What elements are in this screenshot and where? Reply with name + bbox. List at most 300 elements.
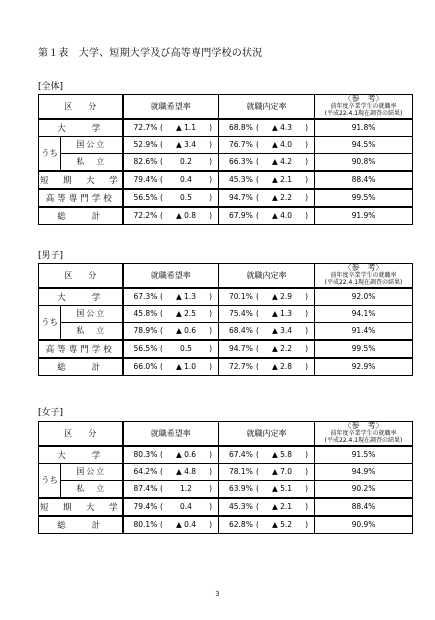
secured-rate: 45.3% xyxy=(229,175,253,184)
secured-value-pair xyxy=(219,157,314,166)
table-header-row xyxy=(39,422,413,446)
secured-rate: 94.7% xyxy=(229,344,253,353)
secured-rate: 62.8% xyxy=(229,520,253,529)
univ-desired-cell xyxy=(123,119,219,137)
total-secured-cell xyxy=(219,207,315,225)
private-desired-cell xyxy=(123,153,219,171)
desired-rate: 56.5% xyxy=(133,193,158,202)
table-header-row xyxy=(39,95,413,119)
desired-value-pair xyxy=(124,467,219,476)
desired-diff-value: ▲ 0.4 xyxy=(175,520,197,529)
desired-diff-value: ▲ 2.5 xyxy=(175,309,197,318)
secured-rate: 67.9% xyxy=(229,211,253,220)
desired-rate: 67.3% xyxy=(133,292,158,301)
secured-rate: 76.7% xyxy=(229,140,253,149)
category-label: 短 期 大 学 xyxy=(39,498,123,516)
paren-open: ( xyxy=(160,502,163,511)
paren-close: ) xyxy=(209,502,212,511)
category-label: 高等専門学校 xyxy=(39,189,123,207)
private-secured-cell xyxy=(219,322,315,340)
tech-secured-cell xyxy=(219,340,315,358)
tech-desired-cell xyxy=(123,189,219,207)
header-reference xyxy=(315,422,413,446)
desired-rate: 87.4% xyxy=(133,484,158,493)
reference-rate: 91.5% xyxy=(315,446,413,464)
desired-rate: 45.8% xyxy=(133,309,158,318)
paren-open: ( xyxy=(256,326,259,335)
secured-diff-value: ▲ 2.1 xyxy=(271,175,293,184)
secured-diff-value: ▲ 2.2 xyxy=(271,193,293,202)
reference-rate: 99.5% xyxy=(315,189,413,207)
paren-close: ) xyxy=(305,211,308,220)
univ-desired-cell xyxy=(123,288,219,306)
table-row-private xyxy=(39,480,413,498)
paren-close: ) xyxy=(305,292,308,301)
secured-diff-value: ▲ 7.0 xyxy=(271,467,293,476)
paren-open: ( xyxy=(256,484,259,493)
secured-rate: 72.7% xyxy=(229,362,253,371)
page-number: 3 xyxy=(215,590,220,598)
header-secured-rate: 就職内定率 xyxy=(219,95,315,119)
secured-diff xyxy=(256,309,308,318)
total-desired-cell xyxy=(123,207,219,225)
desired-diff xyxy=(160,211,212,220)
secured-value-pair xyxy=(219,309,314,318)
uchi-label: うち xyxy=(39,136,61,171)
secured-diff xyxy=(256,450,308,459)
desired-diff-value: ▲ 0.8 xyxy=(175,211,197,220)
paren-open: ( xyxy=(160,484,163,493)
secured-value-pair xyxy=(219,123,314,132)
desired-diff xyxy=(160,467,212,476)
private-desired-cell xyxy=(123,480,219,498)
table-row-tech xyxy=(39,340,413,358)
secured-diff xyxy=(256,140,308,149)
paren-open: ( xyxy=(160,309,163,318)
paren-open: ( xyxy=(160,467,163,476)
reference-rate: 99.5% xyxy=(315,340,413,358)
category-label: 私 立 xyxy=(61,153,123,171)
reference-title: 〈参 考〉 xyxy=(343,94,384,103)
paren-close: ) xyxy=(305,326,308,335)
table-row-univ xyxy=(39,119,413,137)
table-row-univ xyxy=(39,288,413,306)
paren-open: ( xyxy=(160,123,163,132)
desired-rate: 52.9% xyxy=(133,140,158,149)
desired-diff xyxy=(160,326,212,335)
secured-diff-value: ▲ 5.2 xyxy=(271,520,293,529)
secured-diff xyxy=(256,211,308,220)
table-row-junior xyxy=(39,498,413,516)
desired-diff xyxy=(160,193,212,202)
total-desired-cell xyxy=(123,516,219,534)
table-row-tech xyxy=(39,189,413,207)
desired-value-pair xyxy=(124,292,219,301)
paren-close: ) xyxy=(209,520,212,529)
paren-close: ) xyxy=(209,140,212,149)
secured-rate: 78.1% xyxy=(229,467,253,476)
secured-diff-value: ▲ 1.3 xyxy=(271,309,293,318)
reference-note: (平成22.4.1現在調査の結果) xyxy=(324,437,403,444)
paren-open: ( xyxy=(160,211,163,220)
paren-open: ( xyxy=(256,157,259,166)
secured-value-pair xyxy=(219,292,314,301)
secured-diff-value: ▲ 2.2 xyxy=(271,344,293,353)
header-desired-rate: 就職希望率 xyxy=(123,422,219,446)
header-category: 区 分 xyxy=(39,422,123,446)
paren-close: ) xyxy=(209,467,212,476)
desired-value-pair xyxy=(124,326,219,335)
desired-diff-value: ▲ 4.8 xyxy=(175,467,197,476)
reference-rate: 92.0% xyxy=(315,288,413,306)
desired-diff xyxy=(160,502,212,511)
table-row-total xyxy=(39,358,413,376)
desired-diff-value: 0.5 xyxy=(180,344,192,353)
univ-secured-cell xyxy=(219,288,315,306)
desired-rate: 78.9% xyxy=(133,326,158,335)
paren-open: ( xyxy=(256,502,259,511)
reference-rate: 94.1% xyxy=(315,305,413,322)
desired-rate: 72.7% xyxy=(133,123,158,132)
national-secured-cell xyxy=(219,463,315,480)
document-title: 第１表 大学、短期大学及び高等専門学校の状況 xyxy=(38,48,263,59)
secured-diff-value: ▲ 2.1 xyxy=(271,502,293,511)
header-category: 区 分 xyxy=(39,95,123,119)
status-table xyxy=(38,421,413,534)
desired-rate: 79.4% xyxy=(133,502,158,511)
header-reference xyxy=(315,95,413,119)
section-label: [女子] xyxy=(38,408,64,418)
category-label: 国公立 xyxy=(61,136,123,153)
paren-close: ) xyxy=(209,344,212,353)
national-secured-cell xyxy=(219,305,315,322)
uchi-label: うち xyxy=(39,463,61,498)
category-label: 大 学 xyxy=(39,119,123,137)
desired-value-pair xyxy=(124,484,219,493)
secured-diff xyxy=(256,292,308,301)
category-label: 短 期 大 学 xyxy=(39,171,123,189)
junior-desired-cell xyxy=(123,171,219,189)
header-secured-rate: 就職内定率 xyxy=(219,422,315,446)
paren-open: ( xyxy=(160,450,163,459)
desired-rate: 66.0% xyxy=(133,362,158,371)
secured-diff xyxy=(256,484,308,493)
desired-value-pair xyxy=(124,193,219,202)
secured-rate: 94.7% xyxy=(229,193,253,202)
secured-rate: 66.3% xyxy=(229,157,253,166)
desired-diff xyxy=(160,140,212,149)
uchi-label: うち xyxy=(39,305,61,340)
desired-value-pair xyxy=(124,211,219,220)
secured-value-pair xyxy=(219,175,314,184)
desired-rate: 56.5% xyxy=(133,344,158,353)
category-label: 総 計 xyxy=(39,358,123,376)
desired-diff xyxy=(160,309,212,318)
paren-open: ( xyxy=(160,520,163,529)
paren-close: ) xyxy=(305,362,308,371)
paren-open: ( xyxy=(256,450,259,459)
paren-open: ( xyxy=(160,157,163,166)
national-desired-cell xyxy=(123,136,219,153)
desired-diff xyxy=(160,292,212,301)
table-row-total xyxy=(39,207,413,225)
paren-close: ) xyxy=(209,157,212,166)
national-desired-cell xyxy=(123,463,219,480)
secured-rate: 70.1% xyxy=(229,292,253,301)
desired-diff-value: 0.4 xyxy=(180,502,192,511)
secured-value-pair xyxy=(219,193,314,202)
category-label: 大 学 xyxy=(39,446,123,464)
paren-close: ) xyxy=(209,175,212,184)
desired-rate: 79.4% xyxy=(133,175,158,184)
paren-open: ( xyxy=(256,175,259,184)
secured-diff-value: ▲ 5.8 xyxy=(271,450,293,459)
reference-title: 〈参 考〉 xyxy=(343,421,384,430)
paren-open: ( xyxy=(256,211,259,220)
desired-diff xyxy=(160,157,212,166)
desired-value-pair xyxy=(124,450,219,459)
category-label: 私 立 xyxy=(61,480,123,498)
paren-close: ) xyxy=(305,520,308,529)
desired-rate: 80.1% xyxy=(133,520,158,529)
tech-secured-cell xyxy=(219,189,315,207)
header-category: 区 分 xyxy=(39,264,123,288)
table-row-national xyxy=(39,463,413,480)
paren-close: ) xyxy=(305,140,308,149)
paren-close: ) xyxy=(305,193,308,202)
paren-open: ( xyxy=(160,175,163,184)
secured-value-pair xyxy=(219,450,314,459)
junior-secured-cell xyxy=(219,498,315,516)
secured-diff xyxy=(256,502,308,511)
private-secured-cell xyxy=(219,480,315,498)
junior-desired-cell xyxy=(123,498,219,516)
secured-diff-value: ▲ 2.8 xyxy=(271,362,293,371)
table-header-row xyxy=(39,264,413,288)
reference-rate: 90.9% xyxy=(315,516,413,534)
paren-close: ) xyxy=(305,123,308,132)
desired-diff xyxy=(160,362,212,371)
category-label: 大 学 xyxy=(39,288,123,306)
header-desired-rate: 就職希望率 xyxy=(123,264,219,288)
secured-diff xyxy=(256,362,308,371)
category-label: 総 計 xyxy=(39,516,123,534)
paren-close: ) xyxy=(305,502,308,511)
reference-subtitle: 前年度卒業学生の就職率 xyxy=(330,429,397,437)
header-desired-rate: 就職希望率 xyxy=(123,95,219,119)
paren-open: ( xyxy=(160,193,163,202)
reference-note: (平成22.4.1現在調査の結果) xyxy=(324,110,403,117)
paren-open: ( xyxy=(160,140,163,149)
table-row-univ xyxy=(39,446,413,464)
secured-value-pair xyxy=(219,484,314,493)
desired-diff xyxy=(160,123,212,132)
reference-rate: 91.4% xyxy=(315,322,413,340)
category-label: 国公立 xyxy=(61,463,123,480)
paren-close: ) xyxy=(209,326,212,335)
secured-diff xyxy=(256,157,308,166)
reference-rate: 92.9% xyxy=(315,358,413,376)
secured-diff xyxy=(256,467,308,476)
reference-subtitle: 前年度卒業学生の就職率 xyxy=(330,271,397,279)
paren-open: ( xyxy=(160,326,163,335)
paren-open: ( xyxy=(256,123,259,132)
junior-secured-cell xyxy=(219,171,315,189)
desired-diff-value: 1.2 xyxy=(180,484,192,493)
secured-value-pair xyxy=(219,140,314,149)
reference-title: 〈参 考〉 xyxy=(343,263,384,272)
secured-rate: 75.4% xyxy=(229,309,253,318)
desired-value-pair xyxy=(124,140,219,149)
univ-secured-cell xyxy=(219,446,315,464)
desired-diff-value: ▲ 1.3 xyxy=(175,292,197,301)
secured-diff-value: ▲ 2.9 xyxy=(271,292,293,301)
reference-rate: 94.9% xyxy=(315,463,413,480)
table-row-junior xyxy=(39,171,413,189)
secured-diff-value: ▲ 4.3 xyxy=(271,123,293,132)
desired-diff-value: ▲ 1.1 xyxy=(175,123,197,132)
desired-diff-value: ▲ 0.6 xyxy=(175,326,197,335)
desired-rate: 72.2% xyxy=(133,211,158,220)
category-label: 高等専門学校 xyxy=(39,340,123,358)
category-label: 国公立 xyxy=(61,305,123,322)
secured-diff xyxy=(256,326,308,335)
secured-value-pair xyxy=(219,344,314,353)
desired-diff-value: 0.5 xyxy=(180,193,192,202)
paren-open: ( xyxy=(256,193,259,202)
paren-open: ( xyxy=(256,140,259,149)
paren-open: ( xyxy=(160,344,163,353)
paren-close: ) xyxy=(209,484,212,493)
table-row-total xyxy=(39,516,413,534)
secured-value-pair xyxy=(219,520,314,529)
reference-note: (平成22.4.1現在調査の結果) xyxy=(324,279,403,286)
secured-diff-value: ▲ 5.1 xyxy=(271,484,293,493)
desired-diff-value: ▲ 3.4 xyxy=(175,140,197,149)
secured-rate: 63.9% xyxy=(229,484,253,493)
secured-diff-value: ▲ 4.0 xyxy=(271,211,293,220)
total-secured-cell xyxy=(219,358,315,376)
paren-close: ) xyxy=(209,292,212,301)
desired-value-pair xyxy=(124,344,219,353)
secured-rate: 45.3% xyxy=(229,502,253,511)
secured-diff xyxy=(256,344,308,353)
secured-value-pair xyxy=(219,362,314,371)
univ-desired-cell xyxy=(123,446,219,464)
secured-diff xyxy=(256,175,308,184)
table-row-private xyxy=(39,322,413,340)
desired-rate: 82.6% xyxy=(133,157,158,166)
secured-diff xyxy=(256,193,308,202)
univ-secured-cell xyxy=(219,119,315,137)
desired-value-pair xyxy=(124,502,219,511)
reference-subtitle: 前年度卒業学生の就職率 xyxy=(330,102,397,110)
secured-diff xyxy=(256,123,308,132)
secured-value-pair xyxy=(219,467,314,476)
paren-open: ( xyxy=(256,344,259,353)
desired-value-pair xyxy=(124,309,219,318)
total-desired-cell xyxy=(123,358,219,376)
paren-close: ) xyxy=(305,344,308,353)
desired-value-pair xyxy=(124,175,219,184)
paren-open: ( xyxy=(160,362,163,371)
reference-rate: 91.8% xyxy=(315,119,413,137)
section-label: [全体] xyxy=(38,82,64,92)
header-secured-rate: 就職内定率 xyxy=(219,264,315,288)
status-table xyxy=(38,263,413,376)
reference-rate: 91.9% xyxy=(315,207,413,225)
desired-diff xyxy=(160,484,212,493)
paren-close: ) xyxy=(305,157,308,166)
desired-value-pair xyxy=(124,157,219,166)
desired-diff xyxy=(160,450,212,459)
desired-value-pair xyxy=(124,520,219,529)
paren-close: ) xyxy=(209,450,212,459)
secured-diff-value: ▲ 3.4 xyxy=(271,326,293,335)
paren-open: ( xyxy=(256,467,259,476)
paren-close: ) xyxy=(305,484,308,493)
desired-diff xyxy=(160,175,212,184)
desired-rate: 64.2% xyxy=(133,467,158,476)
status-table xyxy=(38,94,413,225)
reference-rate: 90.2% xyxy=(315,480,413,498)
table-row-private xyxy=(39,153,413,171)
header-reference xyxy=(315,264,413,288)
private-desired-cell xyxy=(123,322,219,340)
reference-rate: 94.5% xyxy=(315,136,413,153)
paren-close: ) xyxy=(305,309,308,318)
secured-value-pair xyxy=(219,211,314,220)
secured-value-pair xyxy=(219,502,314,511)
paren-open: ( xyxy=(256,309,259,318)
secured-diff-value: ▲ 4.0 xyxy=(271,140,293,149)
secured-rate: 67.4% xyxy=(229,450,253,459)
desired-diff xyxy=(160,344,212,353)
tech-desired-cell xyxy=(123,340,219,358)
secured-rate: 68.4% xyxy=(229,326,253,335)
desired-diff-value: ▲ 0.6 xyxy=(175,450,197,459)
paren-close: ) xyxy=(305,467,308,476)
category-label: 私 立 xyxy=(61,322,123,340)
desired-rate: 80.3% xyxy=(133,450,158,459)
total-secured-cell xyxy=(219,516,315,534)
section-label: [男子] xyxy=(38,251,64,261)
paren-close: ) xyxy=(305,450,308,459)
paren-open: ( xyxy=(256,362,259,371)
desired-diff-value: 0.4 xyxy=(180,175,192,184)
paren-close: ) xyxy=(209,193,212,202)
paren-open: ( xyxy=(160,292,163,301)
desired-diff xyxy=(160,520,212,529)
paren-open: ( xyxy=(256,292,259,301)
paren-close: ) xyxy=(209,362,212,371)
table-row-national xyxy=(39,305,413,322)
secured-value-pair xyxy=(219,326,314,335)
national-secured-cell xyxy=(219,136,315,153)
reference-rate: 88.4% xyxy=(315,498,413,516)
paren-close: ) xyxy=(305,175,308,184)
table-row-national xyxy=(39,136,413,153)
paren-open: ( xyxy=(256,520,259,529)
desired-value-pair xyxy=(124,123,219,132)
reference-rate: 90.8% xyxy=(315,153,413,171)
paren-close: ) xyxy=(209,123,212,132)
reference-rate: 88.4% xyxy=(315,171,413,189)
secured-diff-value: ▲ 4.2 xyxy=(271,157,293,166)
paren-close: ) xyxy=(209,211,212,220)
national-desired-cell xyxy=(123,305,219,322)
desired-value-pair xyxy=(124,362,219,371)
